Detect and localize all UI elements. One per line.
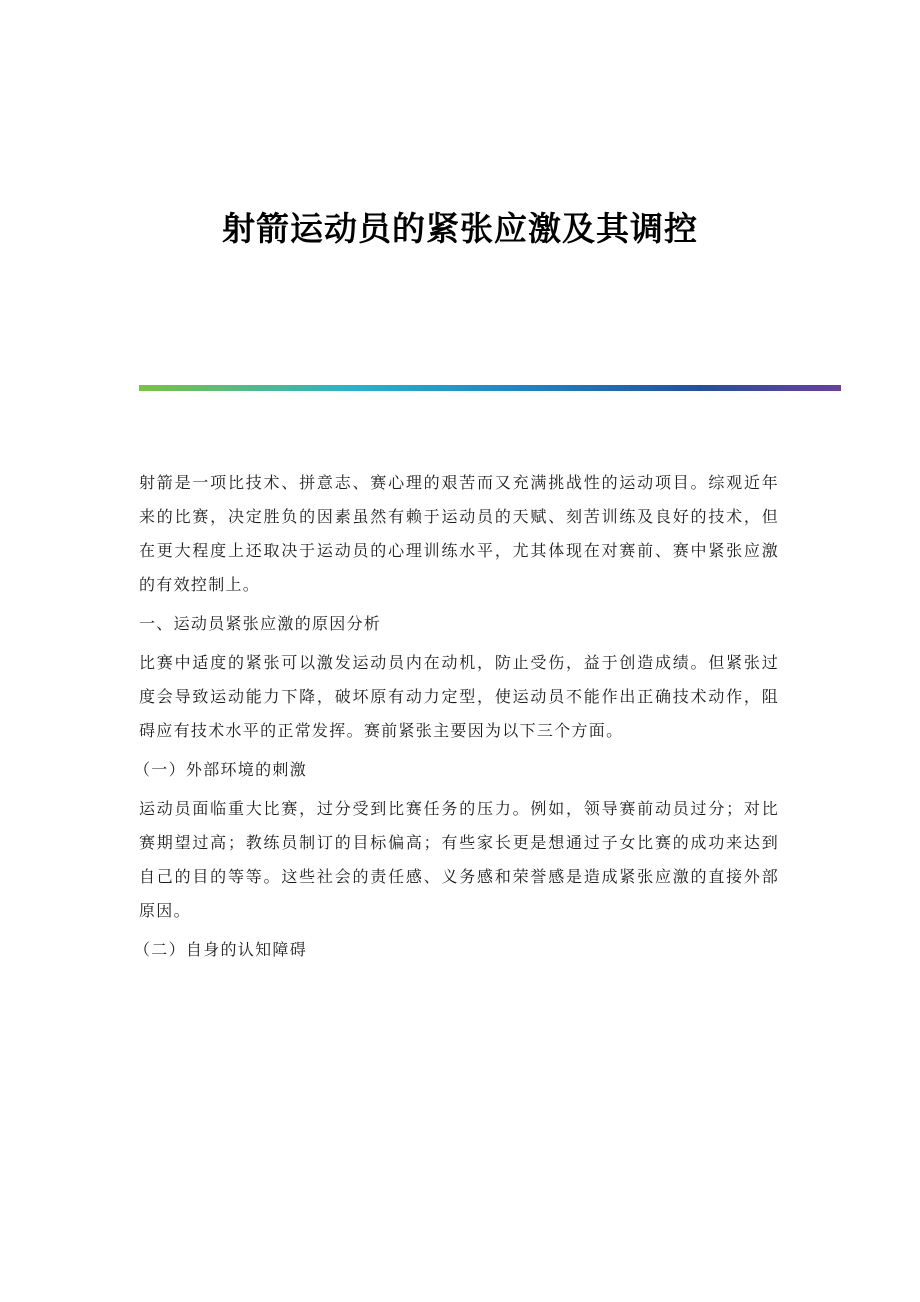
document-title: 射箭运动员的紧张应激及其调控 <box>222 209 698 248</box>
title-gradient-divider <box>139 385 841 391</box>
subsection-heading-external: （一）外部环境的刺激 <box>134 760 308 779</box>
causes-paragraph: 比赛中适度的紧张可以激发运动员内在动机，防止受伤，益于创造成绩。但紧张过度会导致运动能力下降，破坏原有动力定型，使运动员不能作出正确技术动作，阻碍应有技术水平的正常发挥。赛前紧张主要因为以下三个方面。 <box>139 653 779 740</box>
intro-paragraph: 射箭是一项比技术、拼意志、赛心理的艰苦而又充满挑战性的运动项目。综观近年来的比赛，决定胜负的因素虽然有赖于运动员的天赋、刻苦训练及良好的技术，但在更大程度上还取决于运动员的心理训练水平，尤其体现在对赛前、赛中紧张应激的有效控制上。 <box>139 473 779 594</box>
section-heading-causes: 一、运动员紧张应激的原因分析 <box>139 614 382 633</box>
document-body <box>134 466 779 972</box>
subsection-heading-cognitive: （二）自身的认知障碍 <box>134 940 308 959</box>
external-paragraph: 运动员面临重大比赛，过分受到比赛任务的压力。例如，领导赛前动员过分；对比赛期望过高；教练员制订的目标偏高；有些家长更是想通过子女比赛的成功来达到自己的目的等等。这些社会的责任感、义务感和荣誉感是造成紧张应激的直接外部原因。 <box>139 799 779 920</box>
